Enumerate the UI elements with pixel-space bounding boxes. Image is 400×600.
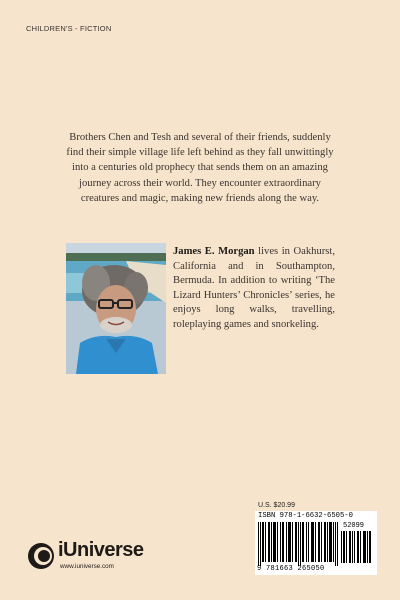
publisher-name: iUniverse (58, 539, 144, 561)
publisher-logo (26, 541, 166, 577)
category-label: CHILDREN'S - FICTION (26, 24, 112, 33)
addon-barcode-bars (341, 531, 373, 563)
price-label: U.S. $20.99 (258, 502, 295, 509)
author-photo (66, 243, 166, 374)
author-bio (173, 245, 335, 333)
barcode-addon-code: 52099 (343, 522, 365, 530)
publisher-url: www.iuniverse.com (60, 563, 114, 570)
iuniverse-logo-icon (26, 541, 56, 571)
book-blurb: Brothers Chen and Tesh and several of their friends, suddenly find their simple village life left behind as they fall unwittingly into a centuries old prophecy that sends them on an amazing journey across their world. They encounter extraordinary creatures and magic, making new friends along the way. (66, 132, 334, 204)
barcode-digits: 9 781663 265050 (257, 565, 325, 573)
author-name: James E. Morgan (173, 246, 255, 257)
isbn-label: ISBN 978-1-6632-6505-0 (258, 512, 353, 520)
author-bio-text: lives in Oakhurst, California and in Southampton, Bermuda. In addition to writing ‘The Lizard Hunters’ Chronicles’ series, he enjoys long walks, travelling, roleplaying games and snorkeling. (173, 246, 335, 330)
ean-barcode-bars (258, 522, 340, 566)
barcode (255, 511, 377, 575)
